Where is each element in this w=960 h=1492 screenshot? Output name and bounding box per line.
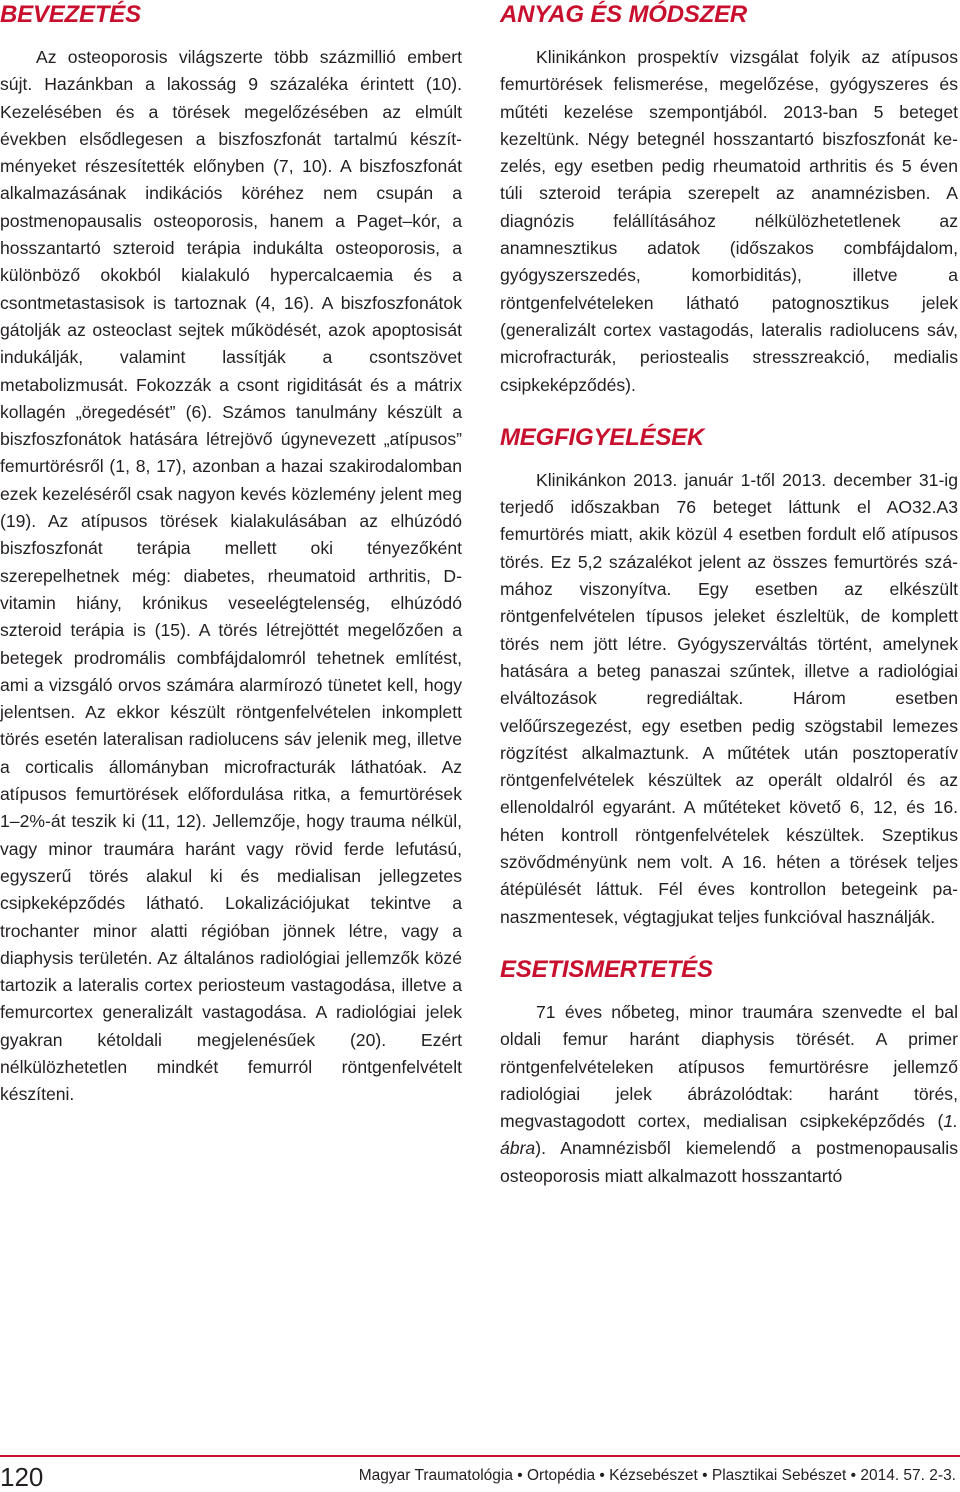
figure-reference: 1. ábra (500, 1111, 958, 1159)
case-report-paragraph (500, 999, 958, 1190)
methods-heading: ANYAG ÉS MÓDSZER (500, 1, 748, 28)
journal-citation: Magyar Traumatológia • Ortopédia • Kézsebészet • Plasztikai Sebészet • 2014. 57. 2-3. (358, 1467, 956, 1484)
case-text-start: 71 éves nőbeteg, minor traumára szenvedte el bal oldali femur haránt diaphysis törését. A primer röntgenfelvételeken atípusos femurtörésre jellemző radiológiai jelek ábrázolódtak: haránt törés, megvastagodott cortex, medialisan csipkeképződés ( (500, 1001, 958, 1132)
introduction-paragraph: Az osteoporosis világszerte több százmillió embert sújt. Hazánkban a lakosság 9 százaléka érintett (10). Kezelésében és a törések megelőzésében az elmúlt években elsődlegesen a biszfoszfonát tartalmú készítményeket részesítették előnyben (7, 10). A biszfoszfonát alkalmazásának indikációs köréhez nem csupán a postmenopausalis osteoporosis, hanem a Paget–kór, a hosszantartó szteroid terápia indukálta osteoporosis, a különböző okokból kialakuló hypercalcaemia és a csontmetastasisok is tartoznak (4, 16). A biszfoszfonátok gátolják az osteoclast sejtek működését, azok apoptosisát indukálják, valamint lassítják a csontszövet metabolizmusát. Fokozzák a csont rigiditását és a mátrix kollagén „öregedését” (6). Számos tanulmány készült a biszfoszfonátok hatására létrejövő úgynevezett „atípusos” femurtörésről (1, 8, 17), azonban a hazai szakirodalomban ezek kezeléséről csak nagyon kevés közlemény jelent meg (19). Az atípusos törések kialakulásában az elhúzódó biszfoszfonát terápia mellett oki tényezőként szerepelhetnek még: diabetes, rheumatoid arthritis, D-vitamin hiány, krónikus veseelégtelenség, elhúzódó szteroid terápia is (15). A törés létrejöttét megelőzően a betegek prodromális combfájdalomról tehetnek említést, ami a vizsgáló orvos számára alarmírozó tünetet kell, hogy jelentsen. Az ekkor készült röntgenfelvételen inkomplett törés esetén lateralisan radiolucens sáv jelenik meg, illetve a corticalis állományban microfracturák láthatóak. Az atípusos femurtörések előfordulása ritka, a femurtörések 1–2%-át teszik ki (11, 12). Jellemzője, hogy trauma nélkül, vagy minor traumára haránt vagy rövid ferde lefutású, egyszerű törés alakul ki és medialisan jellegzetes csipkeképződés látható. Lokalizációjukat tekintve a trochanter minor alatti régióban jönnek létre, vagy a diaphysis területén. Az általános radiológiai jellemzők közé tartozik a lateralis cortex periosteum vastagodása, illetve a femurcortex generalizált vastagodása. A radiológiai jelek gyakran kétoldali megjelenésűek (20). Ezért nélkülözhetetlen mindkét femurról röntgenfelvételt készíteni. (0, 47, 462, 1105)
case-text-end: ). Anamnézisből kiemelendő a postmenopausalis osteoporosis miatt alkalmazott hosszantartó (500, 1138, 958, 1186)
right-column (500, 0, 958, 1190)
left-column (0, 0, 462, 1109)
methods-paragraph: Klinikánkon prospektív vizsgálat folyik az atípusos femurtörések felismerése, megelőzése, gyógyszeres és műtéti kezelése szempontjából. 2013-ban 5 beteget kezeltünk. Négy betegnél hosszantartó biszfoszfonát kezelés, egy esetben pedig rheumatoid arthritis és 5 éven túli szteroid terápia szerepelt az anamnézisben. A diagnózis felállításához nélkülözhetetlenek az anamnesztikus adatok (időszakos combfájdalom, gyógyszerszedés, komorbiditás), illetve a röntgenfelvételeken látható patognosztikus jelek (generalizált cortex vastagodás, lateralis radiolucens sáv, microfracturák, periostealis stresszreakció, medialis csipkeképződés). (500, 47, 958, 395)
observations-paragraph: Klinikánkon 2013. január 1-től 2013. december 31-ig terjedő időszakban 76 beteget láttunk el AO32.A3 femurtörés miatt, akik közül 4 esetben fordult elő atípusos törés. Ez 5,2 százalékot jelent az összes femurtörés számához viszonyítva. Egy esetben az elkészült röntgenfelvételen típusos jeleket észleltük, de komplett törés nem jött létre. Gyógyszerváltás történt, amelynek hatására a beteg panaszai szűntek, illetve a radiológiai elváltozások regrediáltak. Három esetben velőűrszegezést, egy esetben pedig szögstabil lemezes rögzítést alkalmaztunk. A műtétek után posztoperatív röntgenfelvételek készültek az operált oldalról és az ellenoldalról egyaránt. A műtéteket követő 6, 12, és 16. héten kontroll röntgenfelvételek készültek. Szeptikus szövődményünk nem volt. A 16. héten a törések teljes átépülését láttuk. Fél éves kontrollon betegeink panaszmentesek, végtagjukat teljes funkcióval használják. (500, 469, 958, 927)
observations-heading: MEGFIGYELÉSEK (500, 423, 705, 451)
page-number: 120 (0, 1462, 44, 1492)
footer-divider (0, 1455, 960, 1457)
introduction-heading: BEVEZETÉS (0, 1, 141, 28)
case-report-heading: ESETISMERTETÉS (500, 955, 713, 983)
